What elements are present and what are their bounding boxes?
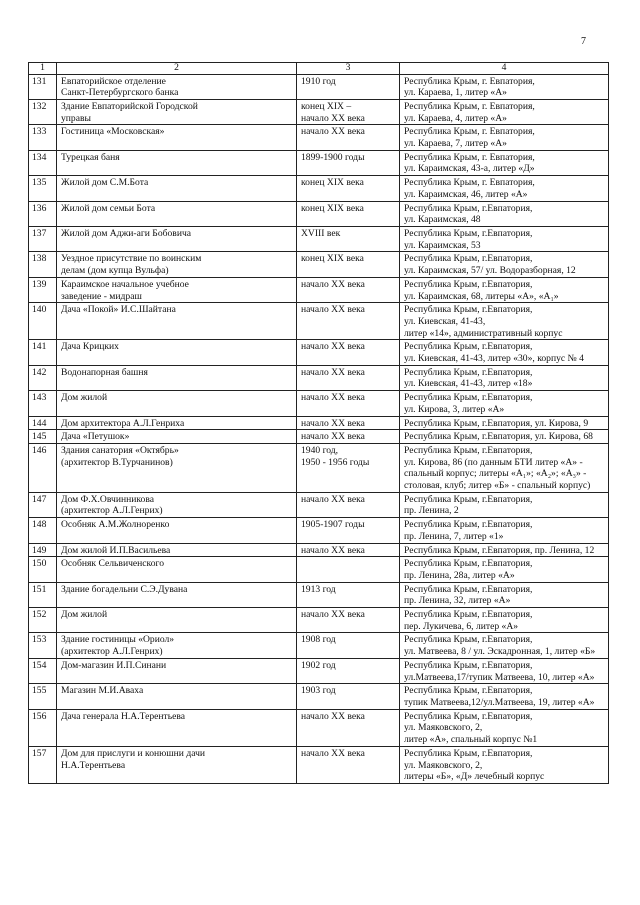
table-row [29,709,609,746]
table-row [29,74,609,99]
object-name: Дом Ф.Х.Овчинникова (архитектор А.Л.Генрих) [57,492,297,517]
table-row [29,633,609,658]
table-row [29,99,609,124]
object-name: Жилой дом Аджи-аги Бобовича [57,226,297,251]
table-row [29,430,609,444]
dating: начало XX века [297,492,400,517]
address: Республика Крым, г.Евпатория, пр. Ленина, 7, литер «1» [400,518,609,543]
row-number: 139 [29,277,57,302]
dating: начало XX века [297,277,400,302]
address: Республика Крым, г.Евпатория, тупик Матвеева,12/ул.Матвеева, 19, литер «А» [400,684,609,709]
dating: 1908 год [297,633,400,658]
row-number: 144 [29,416,57,430]
dating: 1913 год [297,582,400,607]
row-number: 135 [29,176,57,201]
row-number: 136 [29,201,57,226]
dating: конец XIX – начало XX века [297,99,400,124]
address: Республика Крым, г.Евпатория, ул. Маяковского, 2, литеры «Б», «Д» лечебный корпус [400,746,609,783]
address: Республика Крым, г.Евпатория, ул. Матвеева, 8 / ул. Эскадронная, 1, литер «Б» [400,633,609,658]
row-number: 145 [29,430,57,444]
row-number: 157 [29,746,57,783]
object-name: Жилой дом семьи Бота [57,201,297,226]
row-number: 156 [29,709,57,746]
dating: начало XX века [297,543,400,557]
table-body [29,74,609,783]
address: Республика Крым, г.Евпатория, ул. Караимская, 53 [400,226,609,251]
table-row [29,416,609,430]
address: Республика Крым, г. Евпатория, ул. Караимская, 43-а, литер «Д» [400,150,609,175]
dating: начало XX века [297,391,400,416]
dating: 1905-1907 годы [297,518,400,543]
object-name: Дача «Покой» И.С.Шайтана [57,303,297,340]
address: Республика Крым, г.Евпатория, ул. Маяковского, 2, литер «А», спальный корпус №1 [400,709,609,746]
dating: 1902 год [297,658,400,683]
dating: XVIII век [297,226,400,251]
address: Республика Крым, г.Евпатория, ул.Матвеева,17/тупик Матвеева, 10, литер «А» [400,658,609,683]
table-row [29,492,609,517]
column-header: 3 [297,63,400,75]
table-row [29,176,609,201]
address: Республика Крым, г. Евпатория, ул. Караева, 4, литер «А» [400,99,609,124]
row-number: 138 [29,252,57,277]
row-number: 132 [29,99,57,124]
address: Республика Крым, г.Евпатория, пр. Ленина, 28а, литер «А» [400,557,609,582]
table-row [29,518,609,543]
dating: 1899-1900 годы [297,150,400,175]
row-number: 140 [29,303,57,340]
row-number: 141 [29,340,57,365]
address: Республика Крым, г.Евпатория, пер. Лукичева, 6, литер «А» [400,608,609,633]
row-number: 142 [29,365,57,390]
object-name: Особняк Сельвиченского [57,557,297,582]
table-row [29,391,609,416]
address: Республика Крым, г.Евпатория, ул. Киевская, 41-43, литер «14», административный корпус [400,303,609,340]
dating: конец XIX века [297,252,400,277]
table-row [29,608,609,633]
object-name: Здание Евпаторийской Городской управы [57,99,297,124]
address: Республика Крым, г. Евпатория, ул. Караева, 1, литер «А» [400,74,609,99]
table-row [29,150,609,175]
row-number: 143 [29,391,57,416]
column-header: 1 [29,63,57,75]
object-name: Здание гостиницы «Ориол» (архитектор А.Л.Генрих) [57,633,297,658]
dating: начало XX века [297,416,400,430]
address: Республика Крым, г. Евпатория, ул. Караева, 7, литер «А» [400,125,609,150]
dating: начало XX века [297,365,400,390]
table-row [29,252,609,277]
object-name: Гостиница «Московская» [57,125,297,150]
dating: начало XX века [297,746,400,783]
object-name: Магазин М.И.Аваха [57,684,297,709]
address: Республика Крым, г. Евпатория, ул. Караимская, 46, литер «А» [400,176,609,201]
address: Республика Крым, г.Евпатория, ул. Киевская, 41-43, литер «18» [400,365,609,390]
row-number: 153 [29,633,57,658]
object-name: Здания санатория «Октябрь» (архитектор В.Турчанинов) [57,443,297,492]
table-row [29,340,609,365]
row-number: 151 [29,582,57,607]
address: Республика Крым, г.Евпатория, ул. Караимская, 48 [400,201,609,226]
object-name: Дом-магазин И.П.Синани [57,658,297,683]
page-number: 7 [581,36,586,47]
object-name: Дача «Петушок» [57,430,297,444]
table-row [29,226,609,251]
object-name: Дом архитектора А.Л.Генриха [57,416,297,430]
row-number: 152 [29,608,57,633]
column-header: 2 [57,63,297,75]
address: Республика Крым, г.Евпатория, пр. Ленина, 32, литер «А» [400,582,609,607]
dating: начало XX века [297,709,400,746]
object-name: Караимское начальное учебное заведение - мидраш [57,277,297,302]
dating: начало XX века [297,125,400,150]
table-row [29,557,609,582]
address: Республика Крым, г.Евпатория, пр. Ленина, 2 [400,492,609,517]
row-number: 131 [29,74,57,99]
row-number: 155 [29,684,57,709]
row-number: 133 [29,125,57,150]
row-number: 137 [29,226,57,251]
row-number: 154 [29,658,57,683]
address: Республика Крым, г.Евпатория, ул. Кирова, 3, литер «А» [400,391,609,416]
table-row [29,582,609,607]
object-name: Дом жилой И.П.Васильева [57,543,297,557]
object-name: Дача Крицких [57,340,297,365]
column-header: 4 [400,63,609,75]
address: Республика Крым, г.Евпатория, ул. Караимская, 68, литеры «А», «А₁» [400,277,609,302]
row-number: 134 [29,150,57,175]
table-row [29,201,609,226]
dating: конец XIX века [297,176,400,201]
object-name: Дача генерала Н.А.Терентьева [57,709,297,746]
object-name: Евпаторийское отделение Санкт-Петербургского банка [57,74,297,99]
table-row [29,684,609,709]
address: Республика Крым, г.Евпатория, ул. Кирова, 68 [400,430,609,444]
object-name: Здание богадельни С.Э.Дувана [57,582,297,607]
dating: начало XX века [297,608,400,633]
dating: начало XX века [297,430,400,444]
object-name: Дом жилой [57,391,297,416]
table-row [29,746,609,783]
object-name: Водонапорная башня [57,365,297,390]
object-name: Особняк А.М.Жолноренко [57,518,297,543]
dating: 1903 год [297,684,400,709]
dating [297,557,400,582]
table-row [29,443,609,492]
address: Республика Крым, г.Евпатория, ул. Киевская, 41-43, литер «30», корпус № 4 [400,340,609,365]
table-row [29,543,609,557]
address: Республика Крым, г.Евпатория, ул. Караимская, 57/ ул. Водоразборная, 12 [400,252,609,277]
object-name: Жилой дом С.М.Бота [57,176,297,201]
object-name: Турецкая баня [57,150,297,175]
dating: конец XIX века [297,201,400,226]
row-number: 146 [29,443,57,492]
table-row [29,303,609,340]
object-name: Дом для прислуги и конюшни дачи Н.А.Терентьева [57,746,297,783]
row-number: 148 [29,518,57,543]
address: Республика Крым, г.Евпатория, пр. Ленина, 12 [400,543,609,557]
table-row [29,658,609,683]
object-name: Уездное присутствие по воинским делам (дом купца Вульфа) [57,252,297,277]
table-row [29,125,609,150]
row-number: 149 [29,543,57,557]
table-row [29,365,609,390]
heritage-table [28,62,609,784]
header-row [29,63,609,75]
object-name: Дом жилой [57,608,297,633]
address: Республика Крым, г.Евпатория, ул. Кирова, 9 [400,416,609,430]
dating: 1940 год, 1950 - 1956 годы [297,443,400,492]
dating: начало XX века [297,303,400,340]
row-number: 147 [29,492,57,517]
dating: 1910 год [297,74,400,99]
table-row [29,277,609,302]
address: Республика Крым, г.Евпатория, ул. Кирова, 86 (по данным БТИ литер «А» - спальный корпус; литеры «А₁»; «А₂»; «А₃» - столовая, клуб; литер «Б» - спальный корпус) [400,443,609,492]
dating: начало XX века [297,340,400,365]
row-number: 150 [29,557,57,582]
